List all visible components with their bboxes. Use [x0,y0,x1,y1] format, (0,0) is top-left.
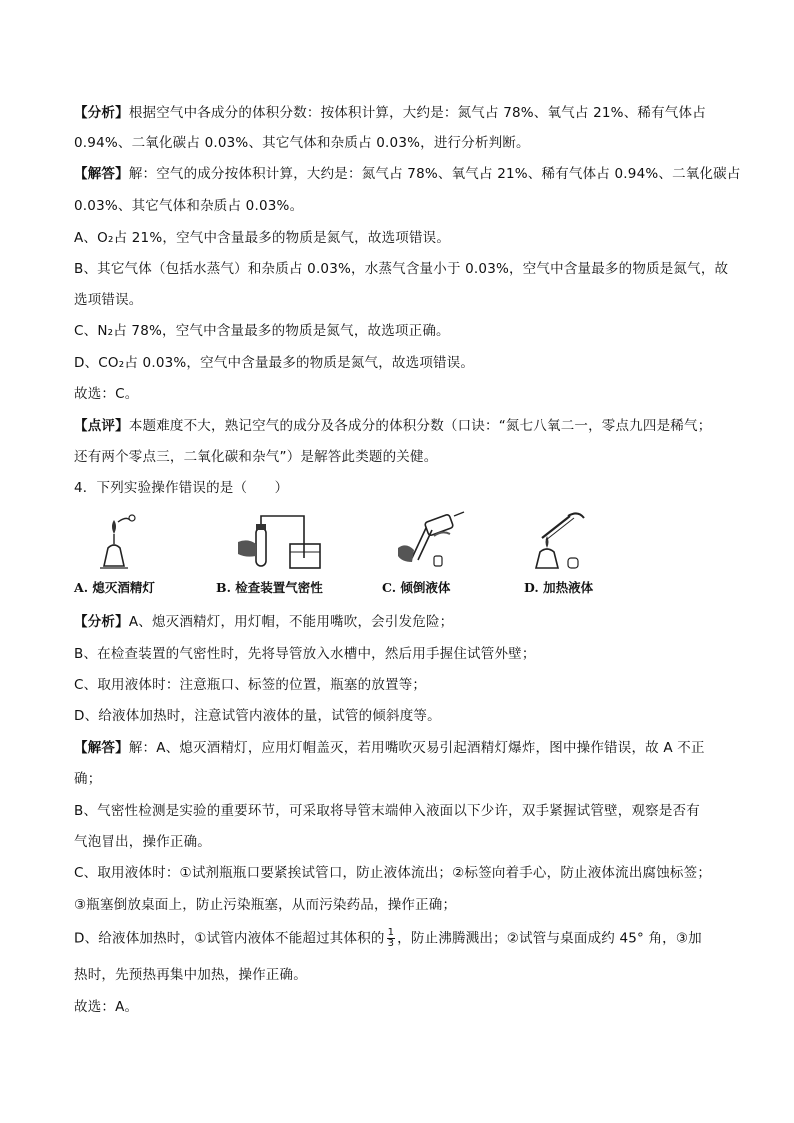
answer-tag: 【解答】 [74,166,129,182]
answer1-option-c: C、N₂占 78%，空气中含量最多的物质是氮气，故选项正确。 [74,323,450,339]
figure-d-caption: D. 加热液体 [524,580,594,595]
answer1-line1: 【解答】解：空气的成分按体积计算，大约是：氮气占 78%、氧气占 21%、稀有气体占 0.94%、二氧化碳占 [74,166,741,182]
figure-c [382,508,512,598]
figure-a [74,508,204,598]
answer-tag: 【解答】 [74,740,129,756]
fraction-one-third: $\frac{1}{3}$ [387,927,395,949]
figure-a-caption: A. 熄灭酒精灯 [74,580,155,595]
answer2-line-b1: B、气密性检测是实验的重要环节，可采取将导管末端伸入液面以下少许，双手紧握试管壁，观察是否有 [74,803,700,819]
answer2-line-c2: ③瓶塞倒放桌面上，防止污染瓶塞，从而污染药品，操作正确； [74,897,457,913]
comment1-line2: 还有两个零点三，二氧化碳和杂气”）是解答此类题的关健。 [74,449,438,465]
analysis2-line-b: B、在检查装置的气密性时，先将导管放入水槽中，然后用手握住试管外壁； [74,646,536,662]
figure-b-caption: B. 检查装置气密性 [216,580,323,595]
analysis2-line-d: D、给液体加热时，注意试管内液体的量，试管的倾斜度等。 [74,708,441,724]
figure-b [216,508,346,598]
figure-c-caption: C. 倾倒液体 [382,580,451,595]
answer1-option-b-line1: B、其它气体（包括水蒸气）和杂质占 0.03%，水蒸气含量小于 0.03%，空气中含量最多的物质是氮气，故 [74,261,729,277]
comment-tag: 【点评】 [74,418,129,434]
answer2-line-b2: 气泡冒出，操作正确。 [74,834,211,850]
answer1-option-b-line2: 选项错误。 [74,292,143,308]
comment1-line1: 【点评】本题难度不大，熟记空气的成分及各成分的体积分数（口诀：“氮七八氧二一，零点九四是稀气； [74,418,712,434]
answer2-line-c1: C、取用液体时：①试剂瓶瓶口要紧挨试管口，防止液体流出；②标签向着手心，防止液体流出腐蚀标签； [74,865,712,881]
answer2-choice: 故选：A。 [74,999,139,1015]
answer1-choice: 故选：C。 [74,386,139,402]
pour-liquid-icon [382,508,512,578]
answer2-line-a1: 【解答】解：A、熄灭酒精灯，应用灯帽盖灭，若用嘴吹灭易引起酒精灯爆炸，图中操作错误，故 A 不正 [74,740,705,756]
question4-figures [74,508,634,598]
heat-liquid-icon [524,508,654,578]
answer1-line2: 0.03%、其它气体和杂质占 0.03%。 [74,198,304,214]
analysis2-line-a: 【分析】A、熄灭酒精灯，用灯帽，不能用嘴吹，会引发危险； [74,614,454,630]
analysis2-line-c: C、取用液体时：注意瓶口、标签的位置，瓶塞的放置等； [74,677,427,693]
answer1-option-d: D、CO₂占 0.03%，空气中含量最多的物质是氮气，故选项错误。 [74,355,475,371]
analysis-tag: 【分析】 [74,105,129,121]
alcohol-lamp-icon [74,508,204,578]
analysis1-line1: 【分析】根据空气中各成分的体积分数：按体积计算，大约是：氮气占 78%、氧气占 21%、稀有气体占 [74,105,706,121]
answer2-line-d1: D、给液体加热时，①试管内液体不能超过其体积的 $\frac{1}{3}$ ，防止沸腾溅出；②试管与桌面成约 45° 角，③加 [74,927,702,949]
analysis1-line2: 0.94%、二氧化碳占 0.03%、其它气体和杂质占 0.03%，进行分析判断。 [74,135,530,151]
analysis-tag: 【分析】 [74,614,129,630]
answer1-option-a: A、O₂占 21%，空气中含量最多的物质是氮气，故选项错误。 [74,230,451,246]
answer2-line-d2: 热时，先预热再集中加热，操作正确。 [74,967,307,983]
figure-d [524,508,654,598]
question4-stem: 4．下列实验操作错误的是（ ） [74,480,289,496]
answer2-line-a2: 确； [74,771,102,787]
airtightness-apparatus-icon [216,508,346,578]
